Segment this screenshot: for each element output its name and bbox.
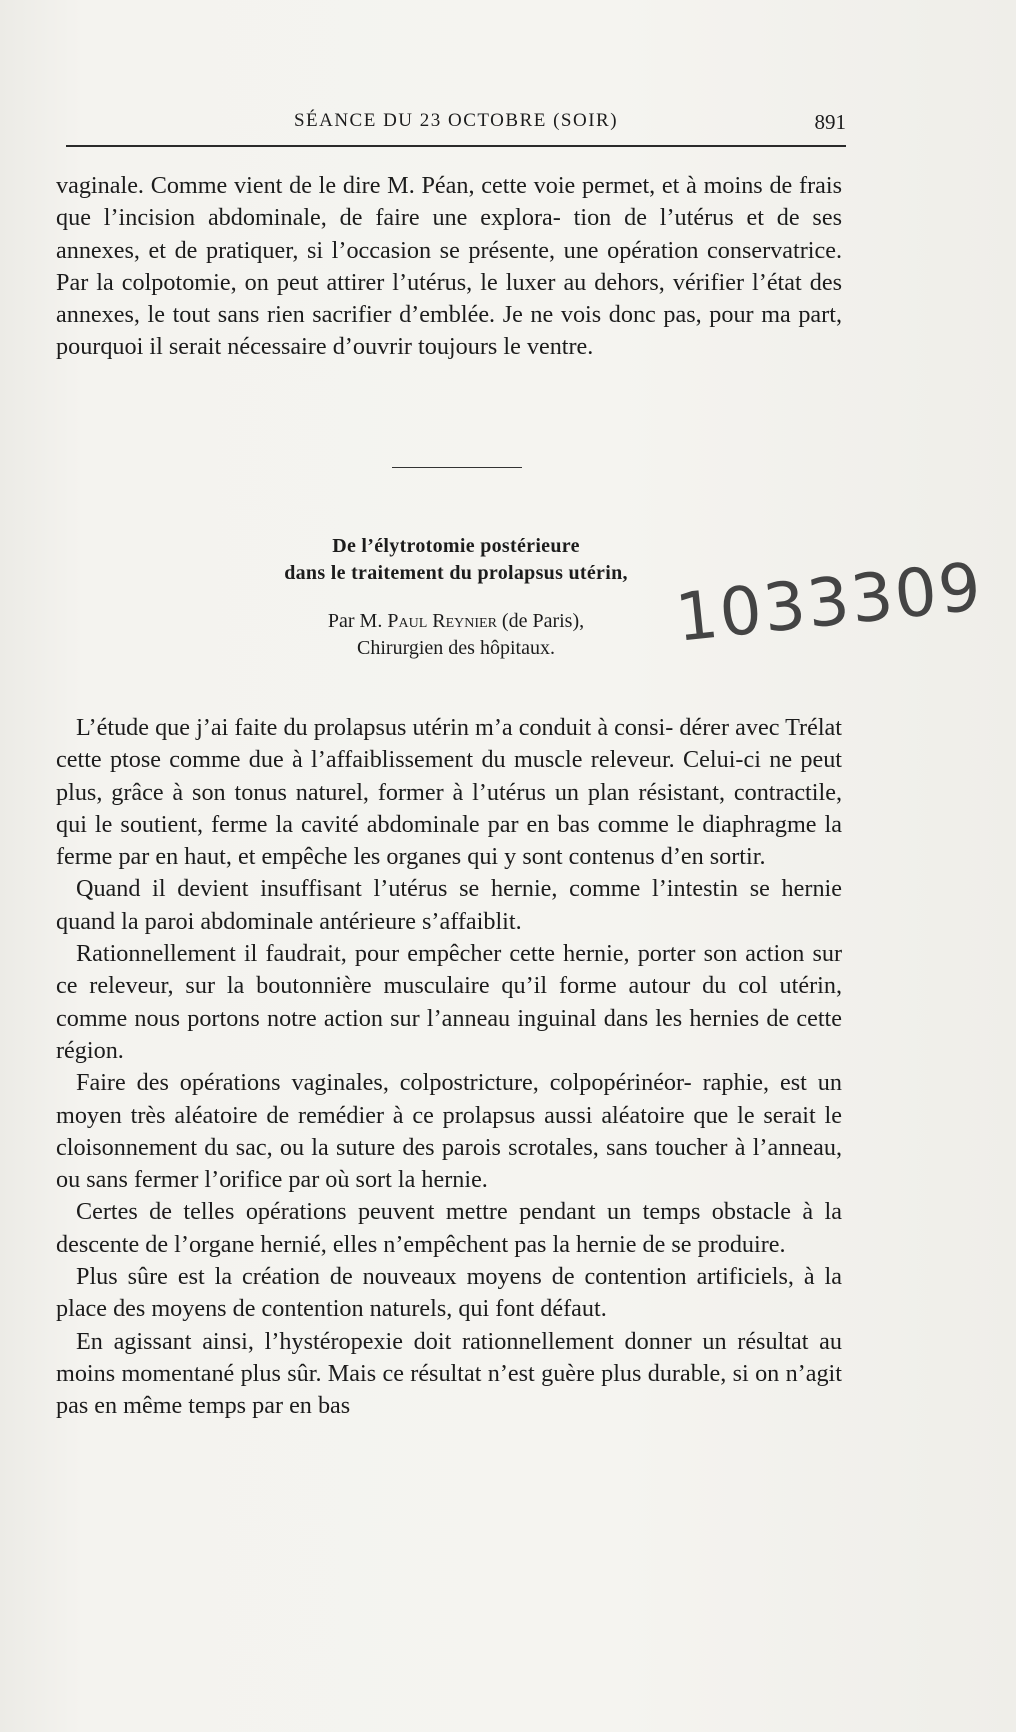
text-line: aussi aléatoire que le serait le cloisonnement du sac, ou la: [56, 1101, 842, 1161]
text-line: ferme la cavité abdominale par en bas comme le diaphragme la: [211, 810, 843, 838]
text-line: Plus sûre est la création de nouveaux moyens de contention: [76, 1263, 687, 1291]
text-line: obstacle à la descente de l’organe hernié, elles n’empêchent pas: [56, 1198, 842, 1258]
author-name: Paul Reynier: [387, 610, 497, 632]
continued-paragraph: [56, 170, 842, 364]
text-line: à moins de frais que l’incision abdominale, de faire une explora-: [56, 172, 842, 232]
text-line: former à l’utérus un plan résistant, contractile, qui le soutient,: [56, 778, 842, 838]
text-line: suture des parois scrotales, sans toucher à l’anneau, ou sans: [56, 1133, 842, 1194]
title-line: dans le traitement du prolapsus utérin,: [284, 562, 628, 584]
section-separator: [392, 467, 522, 468]
paragraph: [56, 873, 842, 938]
byline-prefix: Par M.: [327, 610, 383, 632]
text-line: ventre.: [526, 333, 594, 361]
paragraph: [56, 938, 842, 1067]
text-line: résultat au moins momentané plus sûr. Mais ce résultat n’est: [56, 1327, 842, 1387]
article-body: [56, 712, 842, 1423]
page-header: [66, 110, 846, 140]
text-line: ferme par en haut, et empêche les organes qui y sont contenus: [56, 843, 655, 871]
text-line: vaginale. Comme vient de le dire M. Péan, cette voie permet, et: [56, 172, 680, 199]
text-line: guère plus durable, si on n’agit pas en même temps par en bas: [56, 1359, 842, 1420]
handwritten-number: 1033309: [671, 548, 987, 657]
text-line: Faire des opérations vaginales, colpostricture, colpopérinéor-: [76, 1069, 692, 1097]
text-line: Rationnellement il faudrait, pour empêcher cette hernie, porter: [76, 940, 696, 968]
paragraph-text: [56, 170, 842, 364]
byline-suffix: (de Paris),: [501, 610, 585, 632]
text-line: l’anneau inguinal dans les hernies de cette région.: [56, 1004, 843, 1064]
text-line: raphie, est un moyen très aléatoire de remédier à ce prolapsus: [56, 1069, 842, 1129]
paragraph: [56, 712, 842, 873]
text-line: dérer avec Trélat cette ptose comme due à l’affaiblissement du: [56, 714, 842, 774]
text-line: la hernie de se produire.: [552, 1230, 786, 1258]
text-line: fermer l’orifice par où sort la hernie.: [133, 1166, 488, 1194]
text-line: L’étude que j’ai faite du prolapsus utérin m’a conduit à consi-: [76, 714, 674, 741]
text-line: muscle releveur. Celui-ci ne peut plus, grâce à son tonus naturel,: [56, 746, 843, 806]
text-line: En agissant ainsi, l’hystéropexie doit rationnellement donner un: [76, 1327, 727, 1355]
text-line: peut attirer l’utérus, le luxer au dehors, vérifier l’état des: [276, 268, 842, 296]
header-rule: [66, 145, 846, 147]
text-line: se hernie quand la paroi abdominale antérieure s’affaiblit.: [56, 875, 842, 935]
text-line: pour ma part, pourquoi il serait nécessaire d’ouvrir toujours le: [56, 301, 842, 361]
title-line: De l’élytrotomie postérieure: [332, 535, 580, 557]
text-line: se présente, une opération conservatrice. Par la colpotomie, on: [56, 236, 843, 296]
text-line: forme autour du col utérin, comme nous portons notre action sur: [56, 972, 843, 1032]
paragraph: [56, 1196, 842, 1261]
text-line: annexes, le tout sans rien sacrifier d’emblée. Je ne vois donc pas,: [56, 301, 702, 329]
text-line: tion de l’utérus et de ses annexes, et de pratiquer, si l’occasion: [56, 204, 842, 264]
text-line: défaut.: [540, 1295, 607, 1323]
text-line: Certes de telles opérations peuvent mettre pendant un temps: [76, 1198, 701, 1226]
paragraph: [56, 1261, 842, 1326]
author-affiliation: Chirurgien des hôpitaux.: [357, 637, 555, 659]
paragraph: [56, 1067, 842, 1196]
paragraph: [56, 1326, 842, 1423]
text-line: d’en sortir.: [660, 843, 766, 871]
text-line: Quand il devient insuffisant l’utérus se hernie, comme l’intestin: [76, 875, 739, 903]
running-head: SÉANCE DU 23 OCTOBRE (SOIR): [293, 110, 619, 131]
text-line: artificiels, à la place des moyens de contention naturels, qui font: [56, 1263, 842, 1323]
page-number: 891: [814, 110, 846, 134]
text-line: son action sur ce releveur, sur la boutonnière musculaire qu’il: [56, 940, 843, 1000]
